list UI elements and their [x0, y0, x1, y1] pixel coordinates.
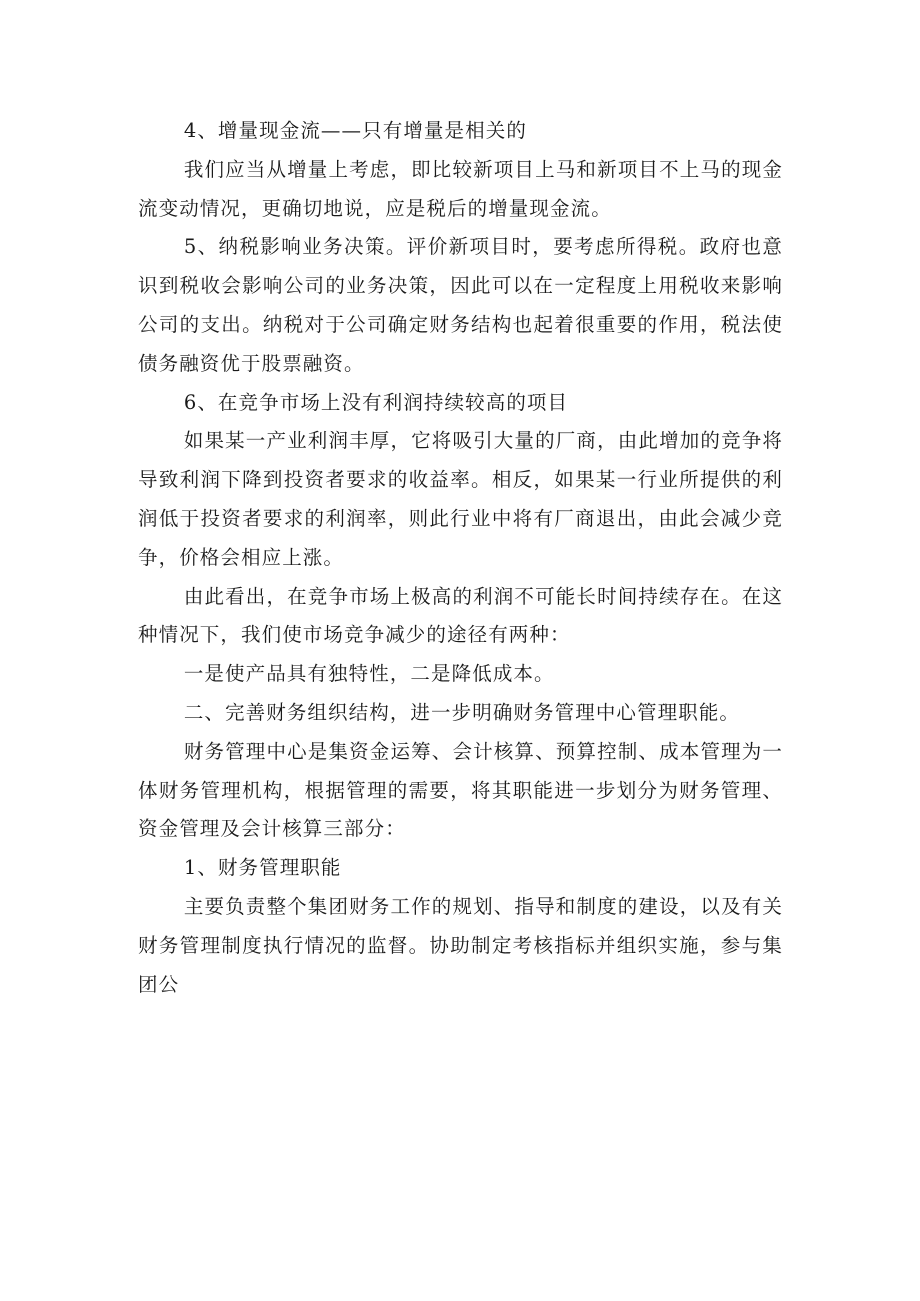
document-body [138, 112, 783, 1004]
paragraph-main-responsibilities: 主要负责整个集团财务工作的规划、指导和制度的建设，以及有关财务管理制度执行情况的监督。协助制定考核指标并组织实施，参与集团公 [138, 894, 783, 996]
heading-incremental-cash-flow: 4、增量现金流——只有增量是相关的 [183, 119, 527, 142]
paragraph-tax-impact: 5、纳税影响业务决策。评价新项目时，要考虑所得税。政府也意识到税收会影响公司的业务决策，因此可以在一定程度上用税收来影响公司的支出。纳税对于公司确定财务结构也起着很重要的作用，税法使债务融资优于股票融资。 [138, 235, 783, 375]
paragraph-incremental-view: 我们应当从增量上考虑，即比较新项目上马和新项目不上马的现金流变动情况，更确切地说，应是税后的增量现金流。 [138, 157, 783, 220]
paragraph-financial-center: 财务管理中心是集资金运筹、会计核算、预算控制、成本管理为一体财务管理机构，根据管理的需要，将其职能进一步划分为财务管理、资金管理及会计核算三部分： [138, 739, 783, 841]
heading-competitive-market: 6、在竞争市场上没有利润持续较高的项目 [183, 390, 569, 414]
heading-financial-management-function: 1、财务管理职能 [183, 856, 342, 880]
paragraph-competition-reduction: 由此看出，在竞争市场上极高的利润不可能长时间持续存在。在这种情况下，我们使市场竞争减少的途径有两种： [138, 584, 783, 647]
paragraph-industry-profit: 如果某一产业利润丰厚，它将吸引大量的厂商，由此增加的竞争将导致利润下降到投资者要求的收益率。相反，如果某一行业所提供的利润低于投资者要求的利润率，则此行业中将有厂商退出，由此会减少竞争，价格会相应上涨。 [138, 429, 783, 569]
heading-financial-organization: 二、完善财务组织结构，进一步明确财务管理中心管理职能。 [183, 700, 741, 724]
paragraph-two-ways: 一是使产品具有独特性，二是降低成本。 [183, 662, 555, 686]
